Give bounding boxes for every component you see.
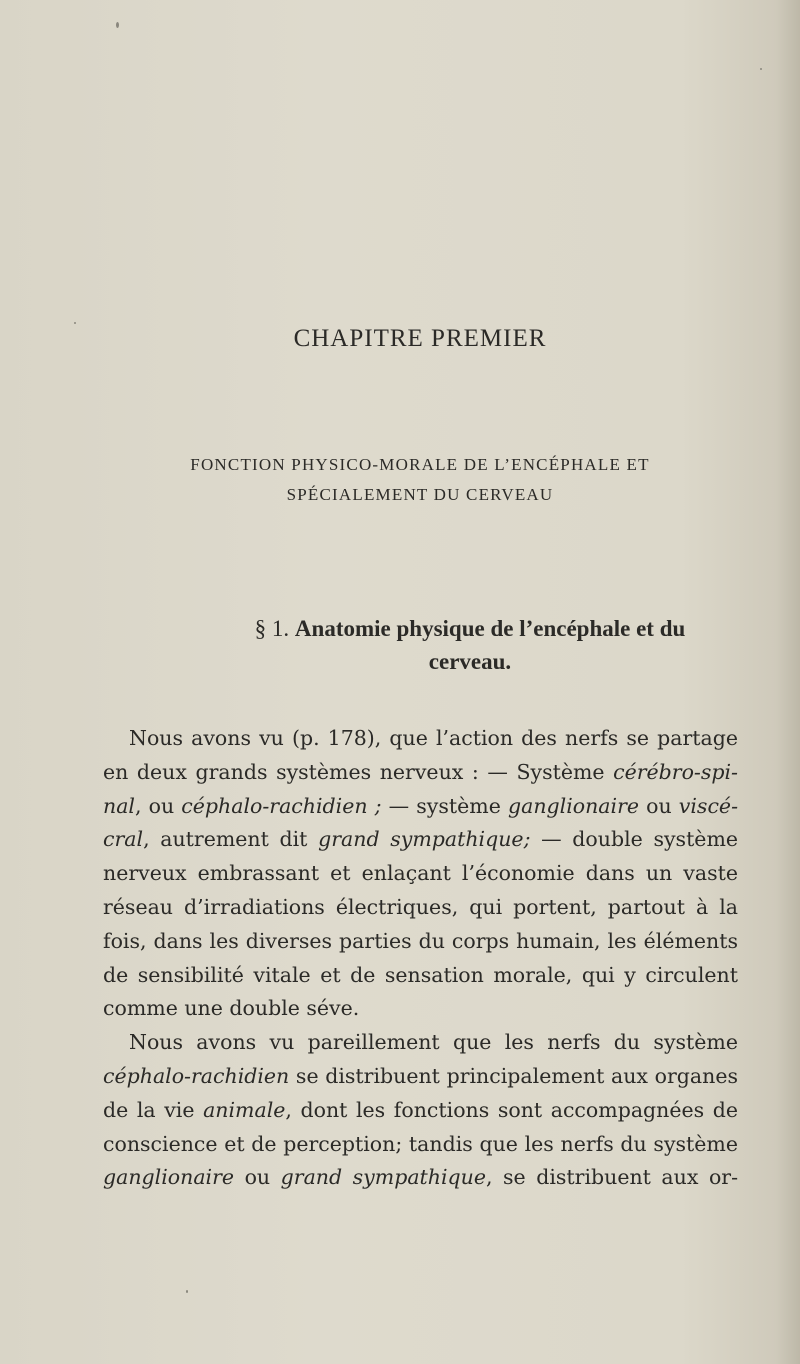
chapter-subtitle — [0, 450, 800, 510]
italic-term: nal — [103, 793, 135, 818]
text-line: comme une double séve. — [103, 996, 360, 1021]
italic-term: céphalo-rachidien ; — [181, 793, 382, 818]
italic-term: grand sympathique; — [318, 827, 531, 852]
text-line: réseau d’irradiations électriques, qui portent, partout à la — [103, 894, 738, 919]
italic-term: cral — [103, 827, 144, 852]
text-line — [103, 790, 738, 824]
text-line: conscience et de perception; tandis que les nerfs du système — [103, 1131, 738, 1156]
text-line — [103, 756, 738, 790]
section-title-continued: cerveau. — [428, 649, 512, 674]
italic-term: animale — [203, 1097, 286, 1122]
text-line — [103, 823, 738, 857]
paragraph-2 — [103, 1026, 738, 1195]
text-run: , autrement dit — [143, 827, 319, 852]
italic-term: viscé- — [678, 793, 738, 818]
subtitle-line: FONCTION PHYSICO-MORALE DE L’ENCÉPHALE ET — [190, 455, 650, 474]
paper-speck — [760, 68, 762, 70]
text-line: nerveux embrassant et enlaçant l’économie dans un vaste — [103, 861, 738, 886]
italic-term: ganglionaire — [507, 793, 640, 818]
paper-speck — [186, 1290, 188, 1293]
text-run: se distribuent principalement aux organes — [289, 1063, 738, 1088]
italic-term: cérébro-spi- — [613, 759, 738, 784]
text-run: ou — [234, 1165, 281, 1190]
section-heading — [100, 612, 800, 678]
text-run: de la vie — [103, 1097, 204, 1122]
text-line: Nous avons vu pareillement que les nerfs du système — [129, 1030, 738, 1055]
text-line: Nous avons vu (p. 178), que l’action des nerfs se partage — [129, 726, 738, 750]
text-line — [103, 1094, 738, 1128]
text-run: , se distribuent aux or- — [486, 1165, 739, 1190]
text-line: fois, dans les diverses parties du corps humain, les éléments — [103, 928, 738, 953]
text-run: — double système — [530, 827, 739, 852]
text-line — [103, 1161, 738, 1195]
subtitle-line: SPÉCIALEMENT DU CERVEAU — [286, 485, 554, 504]
italic-term: ganglionaire — [103, 1165, 235, 1190]
text-run: ou — [639, 793, 679, 818]
section-title: Anatomie physique de l’encéphale et du — [294, 616, 686, 641]
text-line: de sensibilité vitale et de sensation morale, qui y circulent — [103, 962, 738, 987]
chapter-title: CHAPITRE PREMIER — [293, 325, 547, 352]
section-number: § 1. — [254, 616, 290, 641]
text-line — [103, 1060, 738, 1094]
body-text — [103, 722, 738, 1195]
text-run: en deux grands systèmes nerveux : — Système — [103, 759, 614, 784]
paper-speck — [116, 22, 119, 28]
text-run: , ou — [134, 793, 182, 818]
paragraph-1 — [103, 722, 738, 1026]
paper-speck — [74, 322, 76, 324]
italic-term: céphalo-rachidien — [103, 1063, 290, 1088]
text-run: , dont les fonctions sont accompagnées de — [285, 1097, 738, 1122]
italic-term: grand sympathique — [280, 1165, 486, 1190]
text-run: — système — [381, 793, 508, 818]
section-heading-line — [100, 612, 800, 645]
